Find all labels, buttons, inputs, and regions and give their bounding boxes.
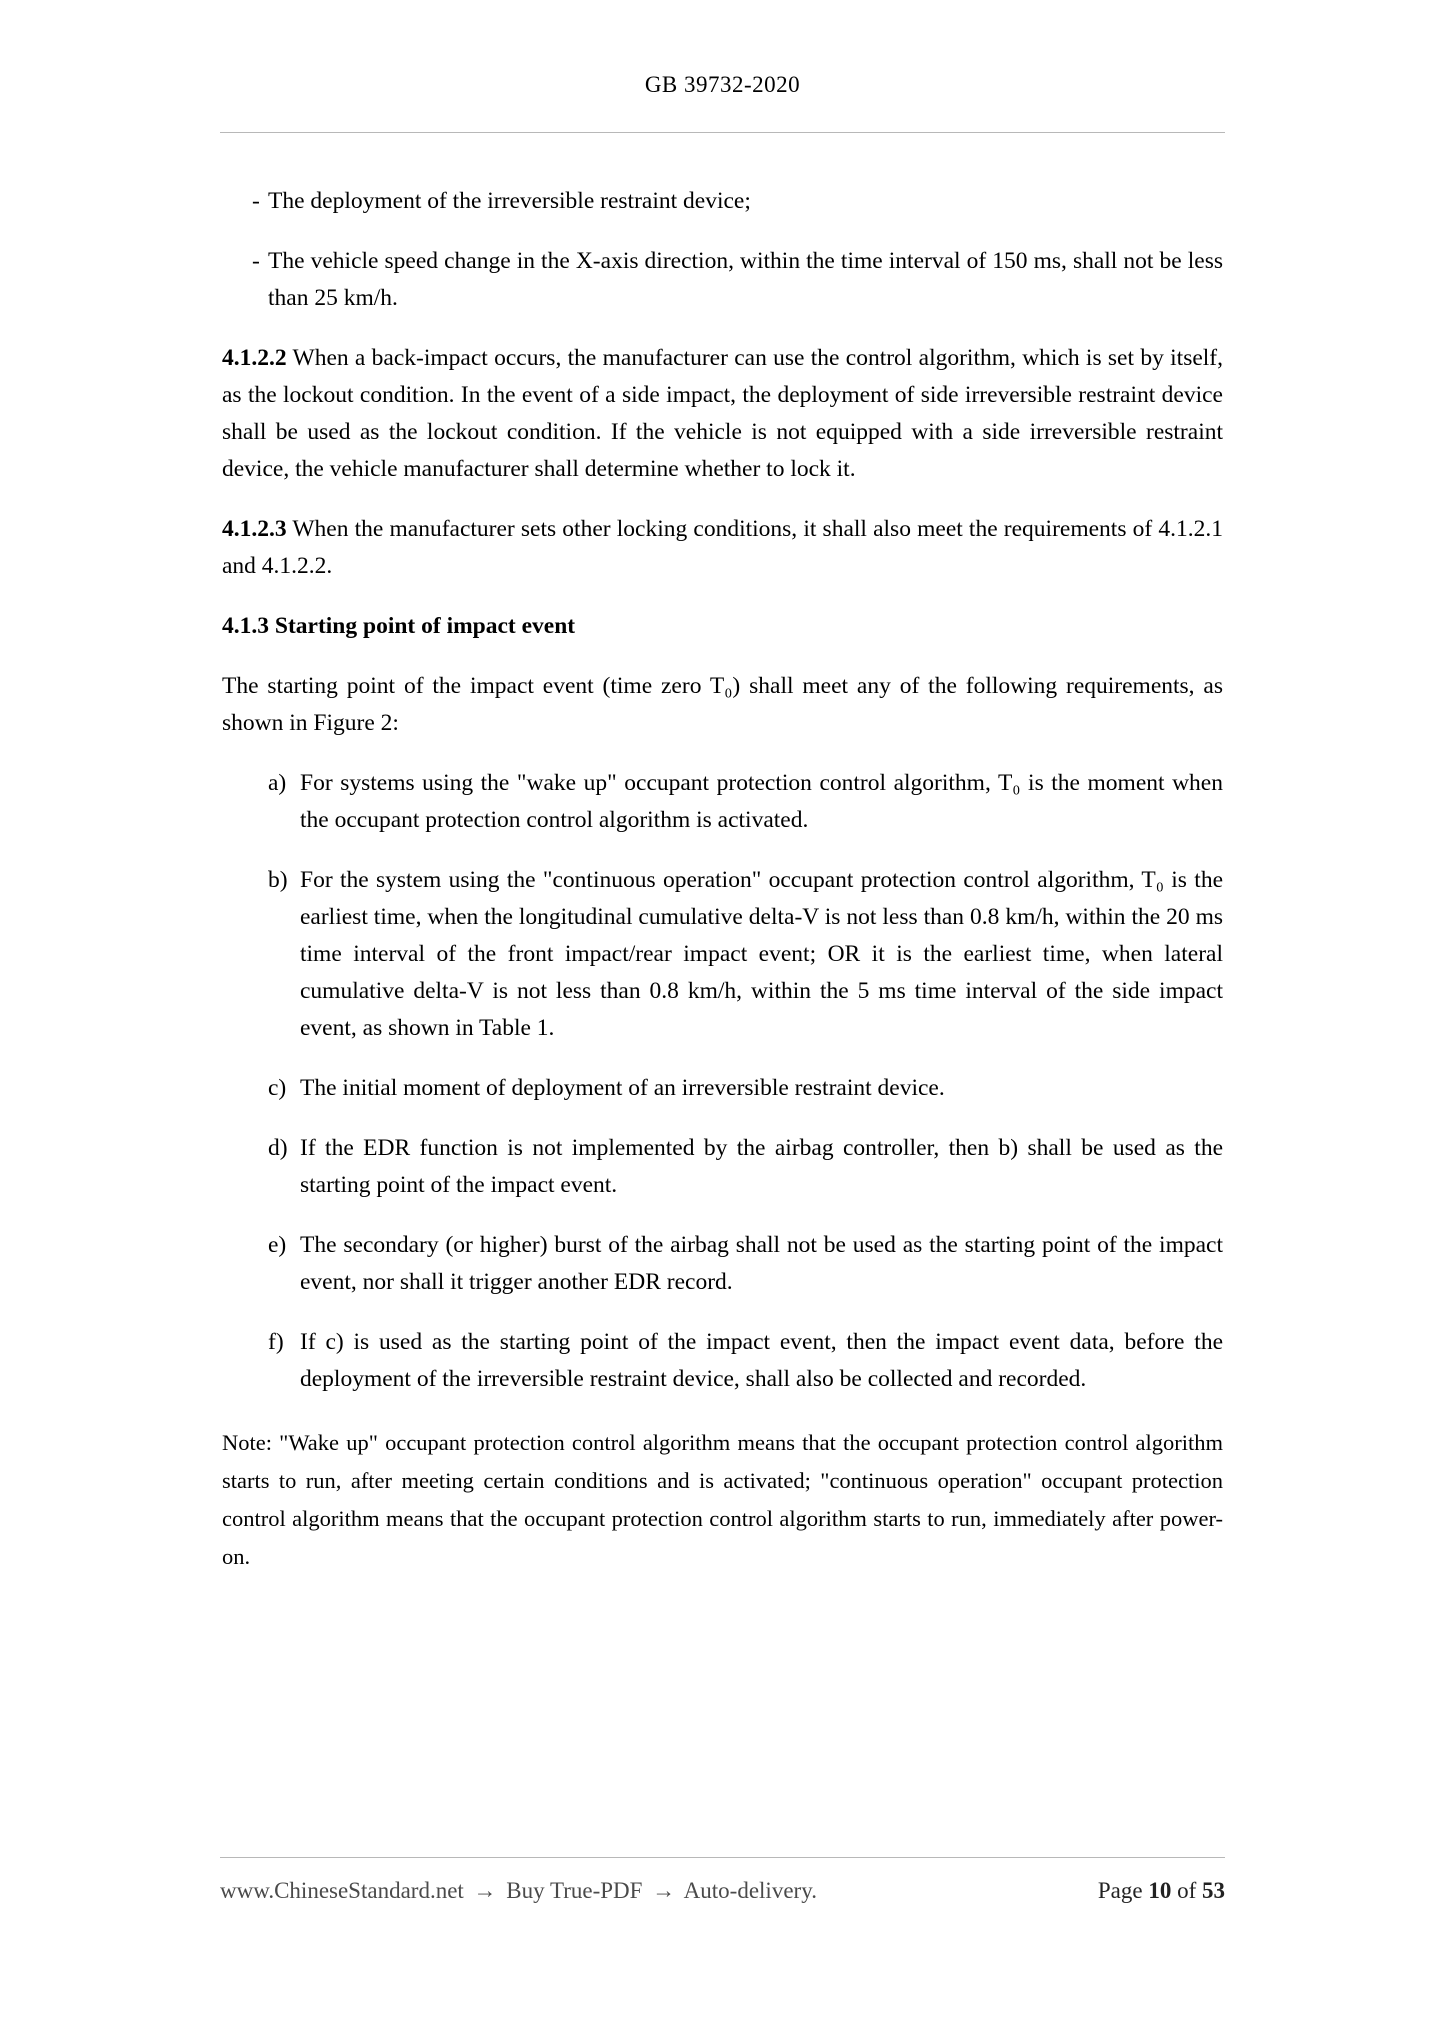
dash-marker: - <box>252 188 260 214</box>
of-label: of <box>1177 1878 1197 1903</box>
section-label: 4.1.2.2 <box>222 345 287 371</box>
paragraph-text: When the manufacturer sets other locking conditions, it shall also meet the requirements of 4.1.2.1 and 4.1.2.2. <box>222 516 1223 579</box>
list-item-text: If c) is used as the starting point of the impact event, then the impact event data, before the deployment of the irreversible restraint device, shall also be collected and recorded. <box>300 1329 1223 1392</box>
total-pages: 53 <box>1202 1878 1225 1903</box>
list-marker: e) <box>268 1232 287 1258</box>
page-footer <box>220 1857 1225 1904</box>
list-item-b <box>222 862 1223 1047</box>
note-paragraph: Note: "Wake up" occupant protection control algorithm means that the occupant protection control algorithm starts to run, after meeting certain conditions and is activated; "continuous operation" occupant protection control algorithm means that the occupant protection control algorithm starts to run, immediately after power-on. <box>222 1430 1223 1569</box>
footer-line <box>220 1858 1225 1904</box>
list-marker: f) <box>268 1329 284 1355</box>
bullet-item <box>222 243 1223 317</box>
bullet-item <box>222 183 1223 220</box>
arrow-icon: → <box>473 1878 497 1903</box>
bullet-text: The deployment of the irreversible restraint device; <box>268 188 751 214</box>
page-body <box>0 133 1445 1576</box>
delivery-text: Auto-delivery. <box>683 1878 817 1903</box>
list-item-text: If the EDR function is not implemented by the airbag controller, then b) shall be used as the starting point of the impact event. <box>300 1135 1223 1198</box>
section-label: 4.1.2.3 <box>222 516 287 542</box>
list-item-f <box>222 1324 1223 1398</box>
paragraph-text: When a back-impact occurs, the manufacturer can use the control algorithm, which is set by itself, as the lockout condition. In the event of a side impact, the deployment of side irreversible restraint device shall be used as the lockout condition. If the vehicle is not equipped with a side irreversible restraint device, the vehicle manufacturer shall determine whether to lock it. <box>222 345 1223 482</box>
list-item-d <box>222 1130 1223 1204</box>
list-item-text: The initial moment of deployment of an irreversible restraint device. <box>300 1075 945 1101</box>
list-item-text: For systems using the "wake up" occupant protection control algorithm, T₀ is the moment when the occupant protection control algorithm is activated. <box>300 770 1223 833</box>
page-indicator <box>1098 1878 1225 1904</box>
footer-source <box>220 1878 817 1904</box>
list-marker: a) <box>268 770 287 796</box>
page-header <box>0 0 1445 133</box>
page-number: 10 <box>1148 1878 1172 1903</box>
page-label: Page <box>1097 1878 1143 1903</box>
list-item-text: The secondary (or higher) burst of the airbag shall not be used as the starting point of the impact event, nor shall it trigger another EDR record. <box>300 1232 1223 1295</box>
arrow-icon: → <box>652 1878 676 1903</box>
list-marker: c) <box>268 1075 287 1101</box>
list-marker: b) <box>268 867 288 893</box>
website-link[interactable]: www.ChineseStandard.net <box>220 1878 464 1903</box>
paragraph-4-1-2-2 <box>222 340 1223 488</box>
paragraph-4-1-2-3 <box>222 511 1223 585</box>
bullet-text: The vehicle speed change in the X-axis direction, within the time interval of 150 ms, shall not be less than 25 km/h. <box>268 248 1223 311</box>
list-item-a <box>222 765 1223 839</box>
list-marker: d) <box>268 1135 288 1161</box>
list-item-c <box>222 1070 1223 1107</box>
list-item-e <box>222 1227 1223 1301</box>
standard-number: GB 39732-2020 <box>644 72 801 97</box>
list-item-text: For the system using the "continuous operation" occupant protection control algorithm, T₀ is the earliest time, when the longitudinal cumulative delta-V is not less than 0.8 km/h, within the 20 ms time interval of the front impact/rear impact event; OR it is the earliest time, when lateral cumulative delta-V is not less than 0.8 km/h, within the 5 ms time interval of the side impact event, as shown in Table 1. <box>300 867 1223 1041</box>
intro-paragraph: The starting point of the impact event (time zero T₀) shall meet any of the following requirements, as shown in Figure 2: <box>222 673 1223 736</box>
section-heading-4-1-3: 4.1.3 Starting point of impact event <box>222 613 576 639</box>
buy-pdf-text: Buy True-PDF <box>506 1878 643 1903</box>
dash-marker: - <box>252 248 260 274</box>
